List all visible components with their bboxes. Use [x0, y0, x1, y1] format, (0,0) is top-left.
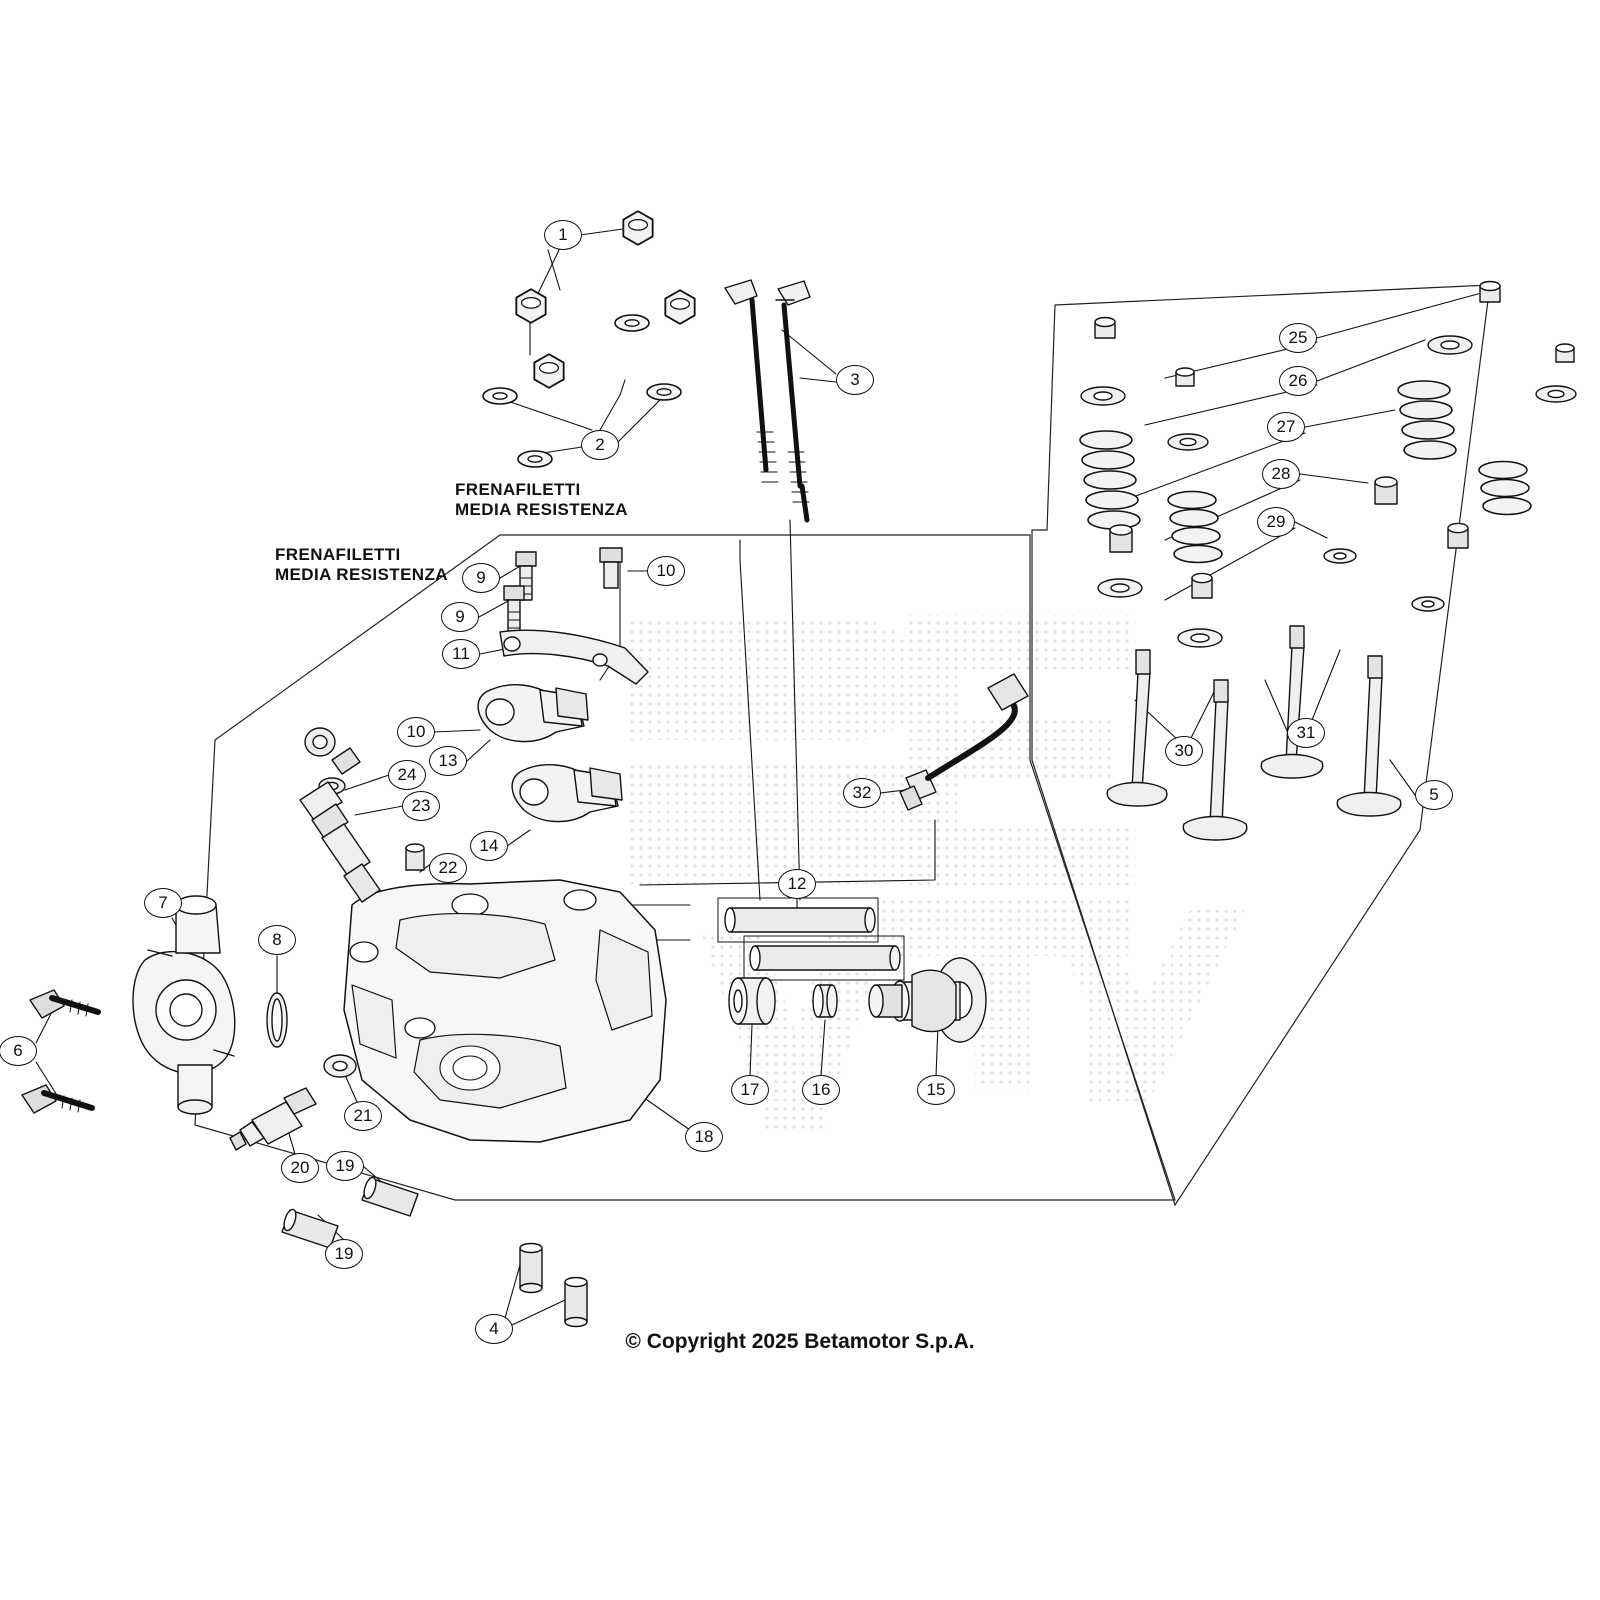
callout-6[interactable]: 6: [0, 1036, 37, 1066]
copyright-notice: © Copyright 2025 Betamotor S.p.A.: [625, 1330, 975, 1353]
callout-17[interactable]: 17: [731, 1075, 769, 1105]
callout-14[interactable]: 14: [470, 831, 508, 861]
callout-3[interactable]: 3: [836, 365, 874, 395]
callout-32[interactable]: 32: [843, 778, 881, 808]
callout-26[interactable]: 26: [1279, 366, 1317, 396]
callout-28[interactable]: 28: [1262, 459, 1300, 489]
callout-11[interactable]: 11: [442, 639, 480, 669]
callout-25[interactable]: 25: [1279, 323, 1317, 353]
callout-22[interactable]: 22: [429, 853, 467, 883]
note-line-1: FRENAFILETTI: [275, 545, 401, 564]
callout-19a[interactable]: 19: [326, 1151, 364, 1181]
callout-27[interactable]: 27: [1267, 412, 1305, 442]
callout-8[interactable]: 8: [258, 925, 296, 955]
callout-19b[interactable]: 19: [325, 1239, 363, 1269]
callout-29[interactable]: 29: [1257, 507, 1295, 537]
callout-21[interactable]: 21: [344, 1101, 382, 1131]
callout-24[interactable]: 24: [388, 760, 426, 790]
callout-16[interactable]: 16: [802, 1075, 840, 1105]
note-line-1: FRENAFILETTI: [455, 480, 581, 499]
callout-10a[interactable]: 10: [647, 556, 685, 586]
callout-30[interactable]: 30: [1165, 736, 1203, 766]
callout-2[interactable]: 2: [581, 430, 619, 460]
callout-1[interactable]: 1: [544, 220, 582, 250]
callout-15[interactable]: 15: [917, 1075, 955, 1105]
callout-10b[interactable]: 10: [397, 717, 435, 747]
callout-20[interactable]: 20: [281, 1153, 319, 1183]
callout-12[interactable]: 12: [778, 869, 816, 899]
callout-4[interactable]: 4: [475, 1314, 513, 1344]
callout-31[interactable]: 31: [1287, 718, 1325, 748]
callout-18[interactable]: 18: [685, 1122, 723, 1152]
callout-9a[interactable]: 9: [462, 563, 500, 593]
callout-13[interactable]: 13: [429, 746, 467, 776]
note-frenafiletti-2: [275, 545, 448, 585]
note-line-2: MEDIA RESISTENZA: [455, 500, 628, 519]
callout-23[interactable]: 23: [402, 791, 440, 821]
note-frenafiletti-1: [455, 480, 628, 520]
callout-5[interactable]: 5: [1415, 780, 1453, 810]
callout-7[interactable]: 7: [144, 888, 182, 918]
callout-9b[interactable]: 9: [441, 602, 479, 632]
note-line-2: MEDIA RESISTENZA: [275, 565, 448, 584]
